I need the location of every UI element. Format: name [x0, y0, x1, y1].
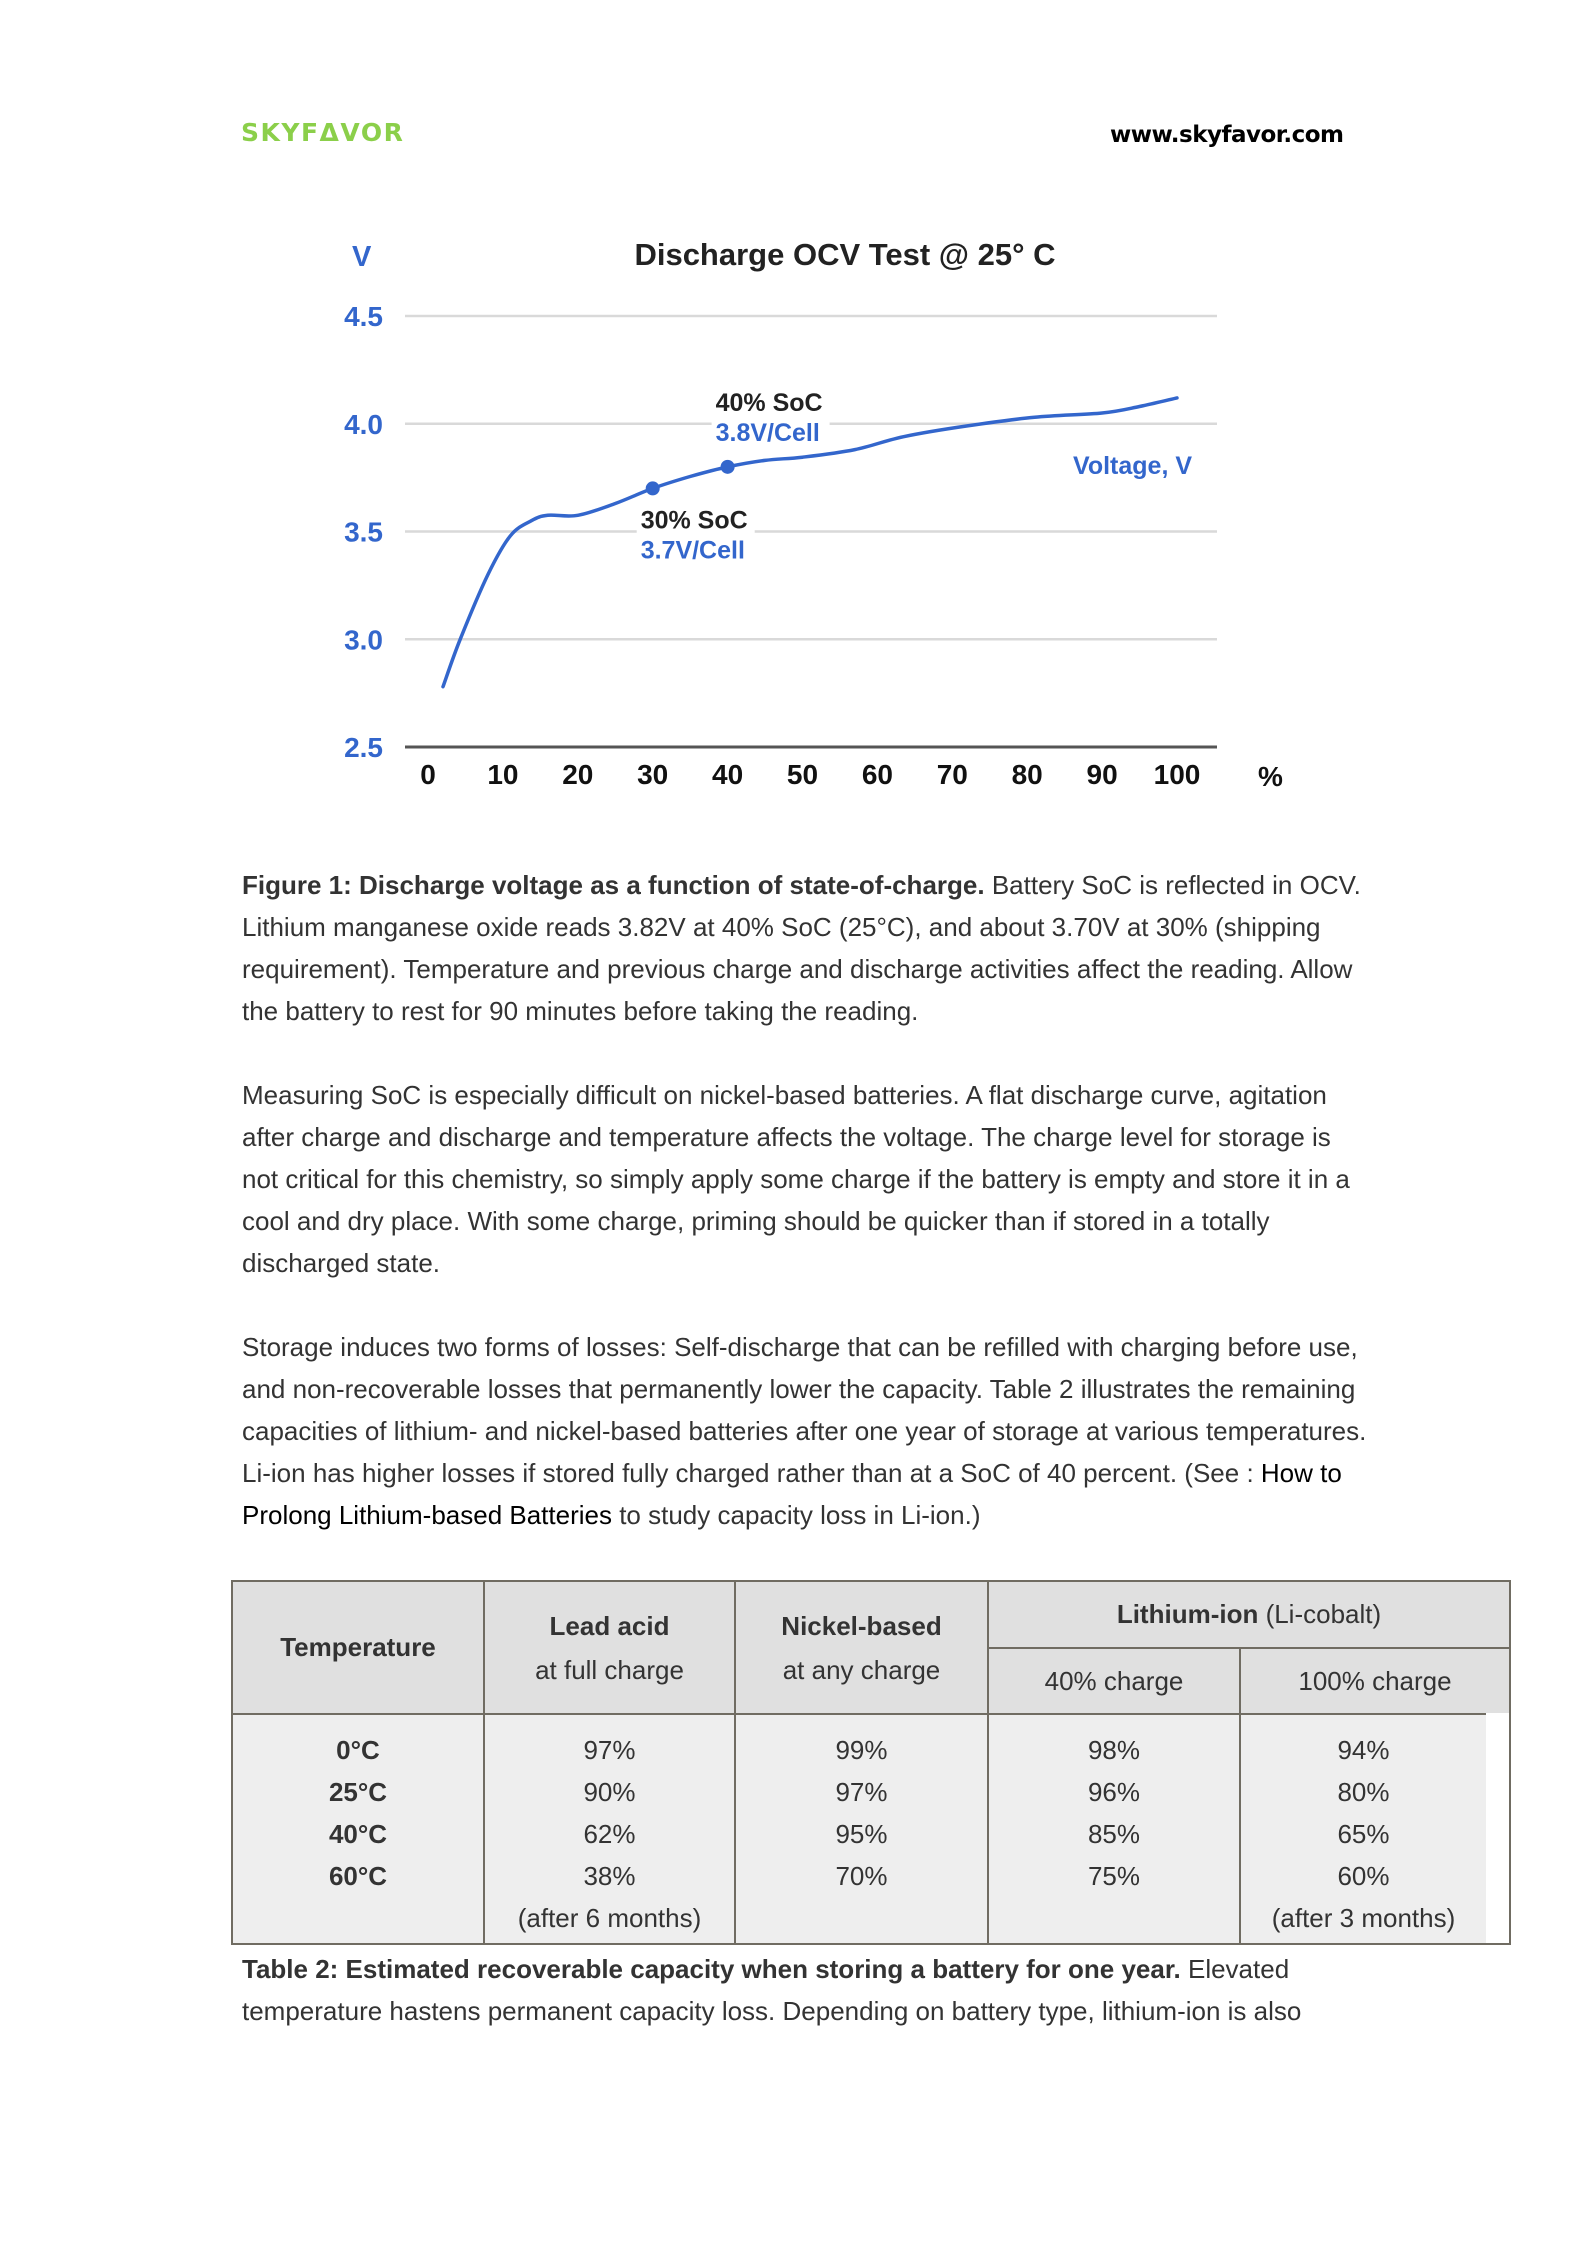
y-tick-label: 4.0 — [344, 408, 383, 440]
header-label: 100% charge — [1298, 1665, 1452, 1696]
table-cell: 25°C — [328, 1777, 388, 1807]
table-cell: 97% — [835, 1777, 888, 1807]
header-label: Temperature — [280, 1632, 436, 1662]
annotation-value: 3.8V/Cell — [715, 418, 820, 447]
x-tick-label: 30 — [637, 759, 669, 790]
y-axis-ticks — [344, 301, 383, 763]
figure-1-caption — [242, 864, 1372, 1032]
x-axis-unit: % — [1258, 761, 1283, 792]
paragraph-text: Storage induces two forms of losses: Self-discharge that can be refilled with charging before use, and non-recoverable losses that permanently lower the capacity. Table 2 illustrates the remaining capacities of lithium- and nickel-based batteries after one year of storage at various temperatures. Li-ion has higher losses if stored fully charged rather than at a SoC of 40 percent. (See : — [242, 1332, 1367, 1488]
x-tick-label: 0 — [420, 759, 436, 790]
table-cell: 97% — [583, 1735, 636, 1765]
x-tick-label: 90 — [1086, 759, 1118, 790]
x-tick-label: 50 — [786, 759, 819, 790]
header-label: Nickel-based — [781, 1610, 942, 1641]
table-cell: 99% — [835, 1735, 888, 1765]
annotation-title: 40% SoC — [715, 388, 823, 417]
header-lead-acid — [485, 1582, 734, 1713]
table-cell: 95% — [835, 1819, 888, 1849]
x-tick-label: 40 — [712, 759, 744, 790]
column-li-40 — [989, 1715, 1239, 1943]
table-note: (after 3 months) — [1271, 1903, 1456, 1933]
paragraph-nickel-soc: Measuring SoC is especially difficult on nickel-based batteries. A flat discharge curve, agitation after charge and discharge and temperature affects the voltage. The charge level for storage is not critical for this chemistry, so simply apply some charge if the battery is empty and store it in a cool and dry place. With some charge, priming should be quicker than if stored in a totally discharged state. — [242, 1080, 1350, 1278]
header-sublabel: (Li-cobalt) — [1258, 1599, 1382, 1629]
y-tick-label: 4.5 — [344, 301, 383, 332]
header-sublabel: at full charge — [535, 1654, 684, 1685]
x-tick-label: 10 — [487, 759, 519, 790]
x-tick-label: 60 — [861, 759, 893, 790]
table-2-caption-text: Elevated temperature hastens permanent capacity loss. Depending on battery type, lithium-ion is also — [242, 1954, 1302, 2026]
annotation-value: 3.7V/Cell — [640, 536, 745, 565]
chart-gridlines — [405, 316, 1217, 747]
discharge-ocv-chart — [0, 0, 1587, 820]
table-cell: 85% — [1087, 1819, 1141, 1849]
table-cell: 60% — [1337, 1861, 1390, 1891]
x-axis-ticks — [420, 759, 1200, 790]
figure-1-caption-title: Figure 1: Discharge voltage as a function of state-of-charge. — [242, 870, 985, 900]
paragraph-text: to study capacity loss in Li-ion.) — [611, 1500, 981, 1530]
table-cell: 62% — [583, 1819, 636, 1849]
table-cell: 96% — [1087, 1777, 1141, 1807]
table-divider — [987, 1582, 989, 1943]
x-tick-label: 80 — [1011, 759, 1043, 790]
table-header-divider — [233, 1713, 1486, 1715]
x-tick-label: 70 — [936, 759, 968, 790]
table-cell: 94% — [1337, 1735, 1390, 1765]
site-url[interactable]: www.skyfavor.com — [1110, 122, 1344, 148]
table-2-caption — [242, 1948, 1372, 2032]
header-lithium-ion — [989, 1582, 1509, 1647]
series-label: Voltage, V — [1073, 452, 1193, 480]
table-divider — [1239, 1647, 1241, 1943]
table-cell: 38% — [583, 1861, 636, 1891]
table-cell: 70% — [835, 1861, 888, 1891]
y-tick-label: 3.0 — [344, 624, 383, 656]
table-cell: 98% — [1087, 1735, 1141, 1765]
header-label: Lead acid — [549, 1610, 670, 1641]
header-temperature — [233, 1582, 483, 1713]
table-note: (after 6 months) — [517, 1903, 702, 1933]
header-nickel-based — [736, 1582, 987, 1713]
table-cell: 90% — [583, 1777, 636, 1807]
table-cell: 65% — [1337, 1819, 1390, 1849]
table-divider — [989, 1647, 1509, 1649]
column-lead-acid — [485, 1715, 734, 1943]
figure-1-caption-text: Battery SoC is reflected in OCV. Lithium manganese oxide reads 3.82V at 40% SoC (25°C), and about 3.70V at 30% (shipping requirement). Temperature and previous charge and discharge activities affect the reading. Allow the battery to rest for 90 minutes before taking the reading. — [242, 870, 1361, 1026]
soc-marker — [646, 481, 660, 495]
column-temperature — [233, 1715, 483, 1943]
header-label: Lithium-ion — [1116, 1599, 1259, 1629]
header-li-100 — [1241, 1649, 1509, 1713]
table-cell: 80% — [1337, 1777, 1390, 1807]
column-li-100 — [1241, 1715, 1486, 1943]
table-cell: 75% — [1087, 1861, 1141, 1891]
soc-marker — [721, 460, 735, 474]
header-sublabel: at any charge — [782, 1654, 941, 1685]
table-cell: 60°C — [328, 1861, 388, 1891]
y-tick-label: 3.5 — [344, 516, 383, 548]
table-divider — [734, 1582, 736, 1943]
x-tick-label: 20 — [562, 759, 594, 790]
chart-title: Discharge OCV Test @ 25° C — [634, 237, 1056, 272]
table-cell: 40°C — [328, 1819, 388, 1849]
table-cell: 0°C — [336, 1735, 380, 1765]
header-label: 40% charge — [1044, 1665, 1184, 1696]
y-tick-label: 2.5 — [344, 732, 383, 763]
skyfavor-logo: SKYFΔVOR — [241, 118, 405, 147]
table-2-caption-title: Table 2: Estimated recoverable capacity when storing a battery for one year. — [242, 1954, 1181, 1984]
header-li-40 — [989, 1649, 1239, 1713]
prolong-lithium-link[interactable]: How to Prolong Lithium-based Batteries — [242, 1458, 1342, 1530]
column-nickel-based — [736, 1715, 987, 1943]
paragraph-storage-losses — [242, 1326, 1372, 1536]
soc-annotations — [637, 387, 830, 567]
annotation-title: 30% SoC — [640, 506, 748, 535]
x-tick-label: 100 — [1153, 759, 1201, 790]
capacity-table — [231, 1580, 1511, 1945]
table-divider — [483, 1582, 485, 1943]
y-axis-unit: V — [352, 241, 372, 273]
